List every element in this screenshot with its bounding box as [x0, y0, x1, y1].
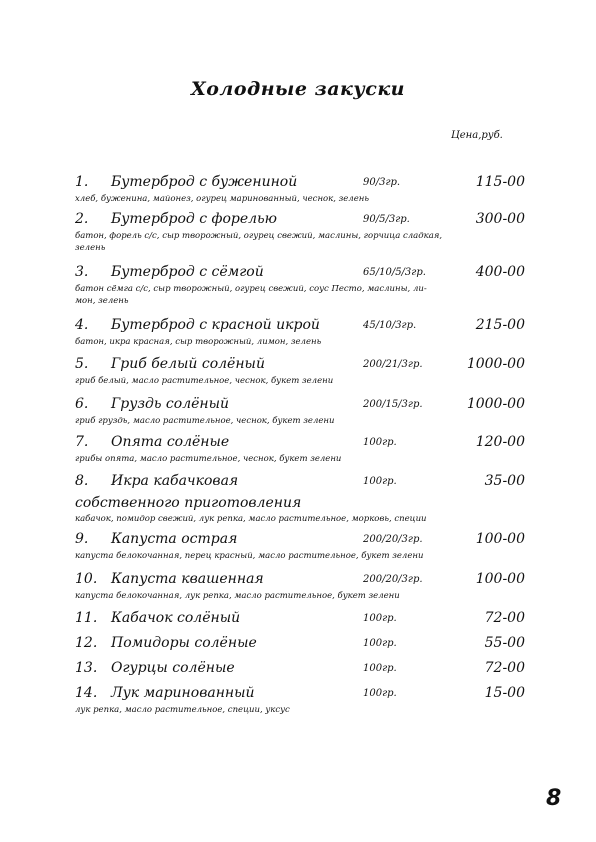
menu-item-row [75, 356, 525, 375]
menu-item-name: Бутерброд с сёмгой [111, 264, 264, 280]
menu-item [75, 473, 525, 525]
menu-item-description: лук репка, масло растительное, специи, уксус [75, 705, 290, 715]
menu-item-weight: 200/20/3гр. [363, 574, 423, 585]
menu-item [75, 174, 525, 205]
menu-item-weight: 200/15/3гр. [363, 399, 423, 410]
menu-item [75, 531, 525, 562]
menu-item-number: 10. [75, 571, 98, 587]
menu-item-name-continued: собственного приготовления [75, 495, 302, 511]
menu-item-number: 1. [75, 174, 89, 190]
menu-item-name: Опята солёные [111, 434, 230, 450]
menu-item-description: батон, форель с/с, сыр творожный, огурец свежий, маслины, горчица сладкая, [75, 231, 443, 241]
menu-item-price: 72-00 [484, 610, 525, 626]
menu-item-description: зелень [75, 243, 106, 253]
menu-item-name: Кабачок солёный [111, 610, 241, 626]
menu-item-price: 15-00 [484, 685, 525, 701]
menu-item [75, 211, 525, 254]
menu-item-row [75, 174, 525, 193]
menu-item-row [75, 610, 525, 629]
menu-item-row [75, 660, 525, 679]
menu-item-price: 1000-00 [466, 356, 525, 372]
menu-item-description: грибы опята, масло растительное, чеснок, букет зелени [75, 454, 342, 464]
menu-item-price: 35-00 [484, 473, 525, 489]
menu-item-row [75, 434, 525, 453]
menu-item-number: 11. [75, 610, 98, 626]
menu-item-price: 55-00 [484, 635, 525, 651]
menu-item-name: Капуста острая [111, 531, 238, 547]
menu-item-number: 7. [75, 434, 89, 450]
menu-item-description: гриб груздь, масло растительное, чеснок, букет зелени [75, 416, 335, 426]
menu-item-description: батон сёмга с/с, сыр творожный, огурец свежий, соус Песто, маслины, ли- [75, 284, 427, 294]
menu-item-row [75, 473, 525, 492]
menu-item-weight: 100гр. [363, 613, 397, 624]
menu-item-name: Икра кабачковая [111, 473, 239, 489]
menu-item-description: капуста белокочанная, перец красный, масло растительное, букет зелени [75, 551, 424, 561]
menu-item-name: Огурцы солёные [111, 660, 235, 676]
menu-item-price: 400-00 [475, 264, 525, 280]
menu-item-description: гриб белый, масло растительное, чеснок, букет зелени [75, 376, 334, 386]
menu-item [75, 396, 525, 427]
menu-item-number: 5. [75, 356, 89, 372]
menu-item-row [75, 211, 525, 230]
menu-item-price: 72-00 [484, 660, 525, 676]
menu-item-price: 1000-00 [466, 396, 525, 412]
menu-item-price: 300-00 [475, 211, 525, 227]
menu-item-row [75, 396, 525, 415]
menu-item-price: 100-00 [475, 531, 525, 547]
menu-item-weight: 90/3гр. [363, 177, 401, 188]
menu-item-name: Груздь солёный [111, 396, 230, 412]
menu-item-row [75, 531, 525, 550]
menu-item-name: Помидоры солёные [111, 635, 257, 651]
menu-item-number: 9. [75, 531, 89, 547]
menu-item-weight: 200/21/3гр. [363, 359, 423, 370]
menu-item [75, 610, 525, 629]
menu-item-row [75, 571, 525, 590]
menu-item-number: 8. [75, 473, 89, 489]
menu-item-description: капуста белокочанная, лук репка, масло растительное, букет зелени [75, 591, 400, 601]
menu-item-name: Бутерброд с форелью [111, 211, 277, 227]
menu-item-price: 120-00 [475, 434, 525, 450]
menu-item-number: 14. [75, 685, 98, 701]
menu-item [75, 317, 525, 348]
menu-item-description: хлеб, буженина, майонез, огурец маринованный, чеснок, зелень [75, 194, 369, 204]
menu-item-weight: 100гр. [363, 663, 397, 674]
page-title: Холодные закуски [191, 78, 405, 100]
menu-item-row [75, 317, 525, 336]
menu-item-weight: 65/10/5/3гр. [363, 267, 426, 278]
menu-item-number: 13. [75, 660, 98, 676]
menu-item-description: мон, зелень [75, 296, 129, 306]
menu-item-name: Гриб белый солёный [111, 356, 265, 372]
menu-item-number: 6. [75, 396, 89, 412]
menu-item-weight: 200/20/3гр. [363, 534, 423, 545]
menu-item-price: 115-00 [475, 174, 525, 190]
menu-item-name: Капуста квашенная [111, 571, 264, 587]
menu-item-number: 3. [75, 264, 89, 280]
menu-item [75, 434, 525, 465]
menu-item-price: 215-00 [475, 317, 525, 333]
menu-item-row [75, 685, 525, 704]
menu-item [75, 660, 525, 679]
page-number: 8 [546, 786, 562, 811]
menu-item [75, 356, 525, 387]
menu-item [75, 264, 525, 307]
price-column-header: Цена,руб. [451, 130, 503, 141]
menu-item-name: Лук маринованный [111, 685, 255, 701]
menu-item [75, 635, 525, 654]
menu-item-weight: 100гр. [363, 437, 397, 448]
menu-item-name: Бутерброд с бужениной [111, 174, 298, 190]
menu-item-weight: 100гр. [363, 688, 397, 699]
menu-item-row [75, 635, 525, 654]
menu-item-name: Бутерброд с красной икрой [111, 317, 320, 333]
menu-item-weight: 100гр. [363, 638, 397, 649]
menu-item-description: кабачок, помидор свежий, лук репка, масло растительное, морковь, специи [75, 514, 427, 524]
menu-item-number: 4. [75, 317, 89, 333]
menu-item-weight: 90/5/3гр. [363, 214, 410, 225]
menu-item-weight: 45/10/3гр. [363, 320, 417, 331]
menu-item-number: 12. [75, 635, 98, 651]
menu-item [75, 685, 525, 716]
menu-item [75, 571, 525, 602]
menu-item-description: батон, икра красная, сыр творожный, лимон, зелень [75, 337, 322, 347]
menu-item-number: 2. [75, 211, 89, 227]
menu-item-weight: 100гр. [363, 476, 397, 487]
menu-item-row [75, 264, 525, 283]
menu-item-price: 100-00 [475, 571, 525, 587]
